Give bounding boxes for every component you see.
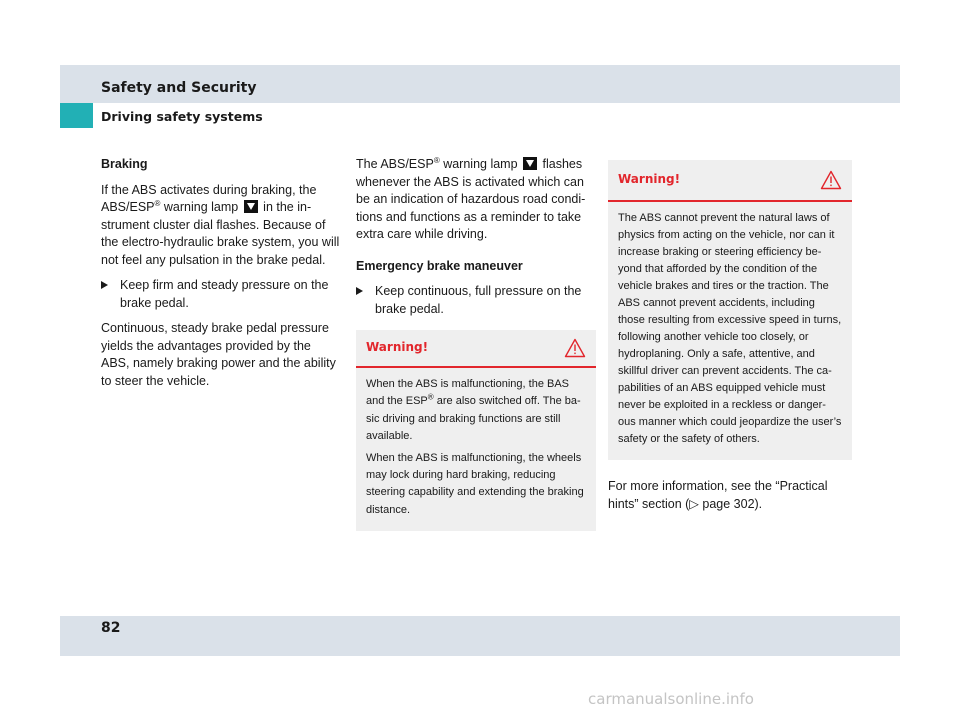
text-run: in the in-strument cluster dial flashes. Because of the electro-hydraulic brake system, you will not feel any pulsation in the brake pedal.: [101, 200, 340, 267]
accent-square: [60, 103, 93, 128]
bullet-item: [356, 283, 596, 318]
watermark: carmanualsonline.info: [588, 690, 754, 708]
section-title: Safety and Security: [101, 80, 257, 96]
text-run: warning lamp: [160, 200, 242, 214]
bullet-text: Keep continuous, full pressure on the brake pedal.: [375, 284, 582, 316]
column-1: [101, 156, 341, 398]
text-run: flashes whenever the ABS is activated which can be an indication of hazardous road condi-tions and functions as a reminder to take extra care while driving.: [356, 157, 586, 241]
column-2: [356, 156, 596, 531]
warning-triangle-icon: [564, 338, 586, 358]
braking-paragraph: [101, 182, 341, 270]
bullet-text: Keep firm and steady pressure on the brake pedal.: [120, 278, 329, 310]
text-run: If the ABS activates during braking, the ABS/ESP: [101, 182, 317, 214]
page-number: 82: [101, 620, 121, 636]
text-run: page 302).: [698, 496, 763, 511]
subsection-title: Driving safety systems: [101, 109, 263, 124]
lamp-flash-paragraph: [356, 156, 596, 244]
warning-box: [356, 330, 596, 531]
warning-header: [356, 330, 596, 368]
text-run: are also switched off. The ba-sic driving and braking functions are still available.: [366, 395, 581, 443]
braking-heading: Braking: [101, 157, 148, 171]
warning-header: [608, 160, 852, 202]
text-run: warning lamp: [439, 157, 522, 171]
warning-triangle-icon: [820, 170, 842, 190]
text-run: The ABS/ESP: [356, 157, 434, 171]
triangle-bullet-icon: [101, 281, 108, 289]
warning-text: The ABS cannot prevent the natural laws of physics from acting on the vehicle, nor can it increase braking or steering efficiency be-yond that afforded by the condition of the vehicle brakes and tires or the traction. The ABS cannot prevent accidents, including those resulting from excessive speed in turns, following another vehicle too closely, or hydroplaning. Only a safe, attentive, and skillful driver can prevent accidents. The ca-pabilities of an ABS equipped vehicle must never be exploited in a reckless or danger-ous manner which could jeopardize the user’s safety or the safety of others.: [618, 212, 842, 445]
warning-label: Warning!: [366, 340, 429, 355]
abs-warning-lamp-icon: [244, 200, 258, 213]
registered-mark: ®: [427, 392, 434, 402]
emergency-heading: Emergency brake maneuver: [356, 258, 523, 273]
more-info-paragraph: [608, 478, 852, 513]
abs-warning-lamp-icon: [523, 157, 537, 170]
column-3: [608, 156, 852, 521]
registered-mark: ®: [433, 155, 440, 165]
bullet-item: [101, 277, 341, 312]
warning-text: When the ABS is malfunctioning, the wheels may lock during hard braking, reducing steering capability and extending the braking distance.: [366, 451, 584, 516]
text-run: When the ABS is malfunctioning, the BAS and the ESP: [366, 378, 570, 408]
warning-box: [608, 160, 852, 460]
registered-mark: ®: [154, 198, 161, 208]
page-reference-arrow-icon: ▷: [689, 496, 699, 511]
footer-band: [60, 616, 900, 656]
brake-pressure-paragraph: Continuous, steady brake pedal pressure yields the advantages provided by the ABS, namely braking power and the ability to steer the vehicle.: [101, 321, 336, 388]
warning-label: Warning!: [618, 172, 681, 187]
warning-text: [366, 376, 586, 446]
triangle-bullet-icon: [356, 287, 363, 295]
text-run: For more information, see the “Practical hints” section (: [608, 479, 828, 511]
